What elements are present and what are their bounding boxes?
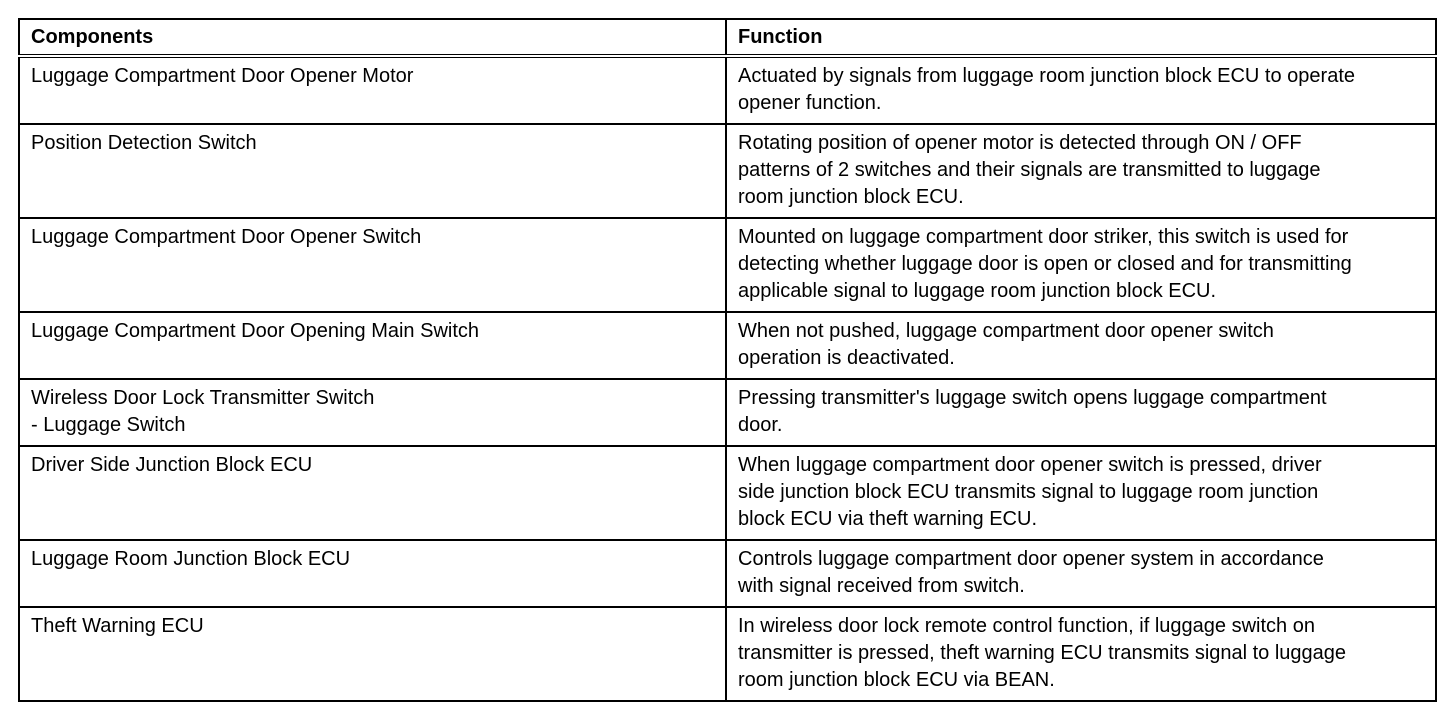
- component-text: Luggage Compartment Door Opening Main Switch: [31, 320, 480, 342]
- component-text: Position Detection Switch: [31, 132, 257, 154]
- component-cell: [19, 607, 726, 701]
- component-text: Wireless Door Lock Transmitter Switch: [31, 387, 375, 409]
- function-text: detecting whether luggage door is open or closed and for transmitting: [738, 253, 1352, 275]
- table-row: [19, 379, 1436, 446]
- function-text: When luggage compartment door opener switch is pressed, driver: [738, 454, 1322, 476]
- function-text: Rotating position of opener motor is detected through ON / OFF: [738, 132, 1302, 154]
- function-cell: [726, 379, 1436, 446]
- component-text: Luggage Compartment Door Opener Switch: [31, 226, 422, 248]
- function-text: patterns of 2 switches and their signals are transmitted to luggage: [738, 159, 1321, 181]
- component-text: - Luggage Switch: [31, 414, 186, 436]
- function-text: room junction block ECU via BEAN.: [738, 669, 1055, 691]
- table-row: [19, 56, 1436, 124]
- component-cell: [19, 379, 726, 446]
- table-body: [19, 56, 1436, 701]
- function-cell: [726, 218, 1436, 312]
- function-text: Mounted on luggage compartment door striker, this switch is used for: [738, 226, 1349, 248]
- table-row: [19, 540, 1436, 607]
- component-text: Luggage Room Junction Block ECU: [31, 548, 351, 570]
- table-row: [19, 446, 1436, 540]
- component-cell: [19, 312, 726, 379]
- function-cell: [726, 446, 1436, 540]
- header-components: Components: [19, 19, 726, 56]
- function-text: Pressing transmitter's luggage switch opens luggage compartment: [738, 387, 1327, 409]
- function-text: transmitter is pressed, theft warning ECU transmits signal to luggage: [738, 642, 1347, 664]
- table-row: [19, 124, 1436, 218]
- component-cell: [19, 540, 726, 607]
- function-text: operation is deactivated.: [738, 347, 955, 369]
- function-text: with signal received from switch.: [738, 575, 1025, 597]
- function-text: block ECU via theft warning ECU.: [738, 508, 1038, 530]
- component-text: Driver Side Junction Block ECU: [31, 454, 313, 476]
- table-row: [19, 607, 1436, 701]
- table-header: [19, 19, 1436, 56]
- function-text: door.: [738, 414, 783, 436]
- function-cell: [726, 607, 1436, 701]
- header-function: Function: [726, 19, 1436, 56]
- function-text: room junction block ECU.: [738, 186, 964, 208]
- component-text: Luggage Compartment Door Opener Motor: [31, 65, 414, 87]
- table-row: [19, 312, 1436, 379]
- function-cell: [726, 124, 1436, 218]
- function-cell: [726, 56, 1436, 124]
- component-cell: [19, 446, 726, 540]
- function-text: side junction block ECU transmits signal to luggage room junction: [738, 481, 1319, 503]
- function-cell: [726, 540, 1436, 607]
- component-text: Theft Warning ECU: [31, 615, 204, 637]
- components-function-table: [18, 18, 1437, 702]
- component-cell: [19, 218, 726, 312]
- table-row: [19, 218, 1436, 312]
- component-cell: [19, 124, 726, 218]
- function-text: opener function.: [738, 92, 882, 114]
- function-text: Actuated by signals from luggage room junction block ECU to operate: [738, 65, 1356, 87]
- function-text: When not pushed, luggage compartment door opener switch: [738, 320, 1274, 342]
- function-text: In wireless door lock remote control function, if luggage switch on: [738, 615, 1315, 637]
- header-row: [19, 19, 1436, 56]
- function-cell: [726, 312, 1436, 379]
- function-text: applicable signal to luggage room junction block ECU.: [738, 280, 1217, 302]
- function-text: Controls luggage compartment door opener system in accordance: [738, 548, 1324, 570]
- component-cell: [19, 56, 726, 124]
